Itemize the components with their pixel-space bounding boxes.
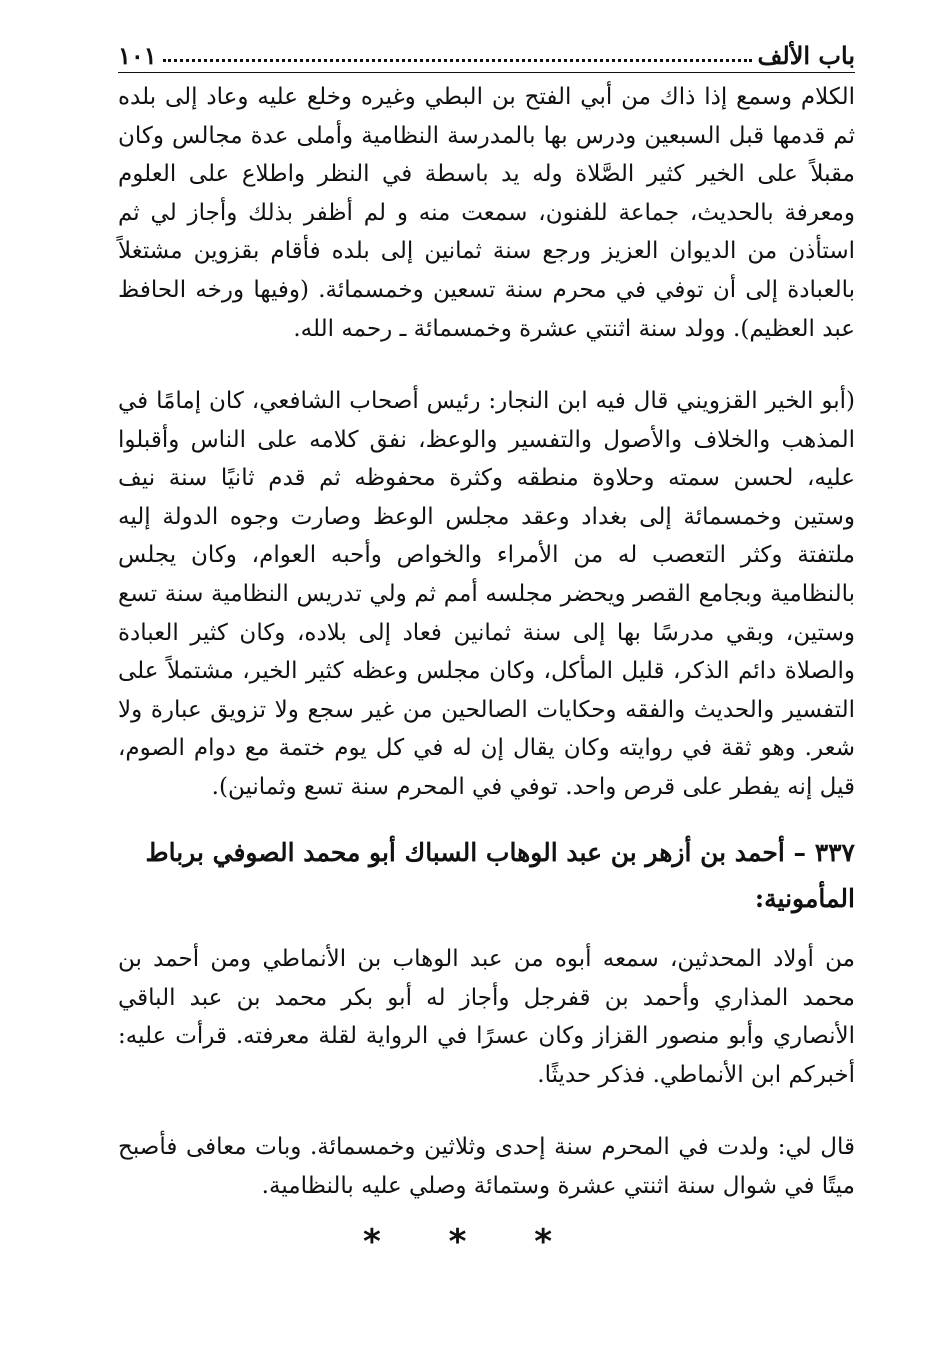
chapter-title: باب الألف	[757, 41, 855, 70]
section-separator: * * *	[362, 1222, 580, 1262]
page-number: ١٠١	[118, 41, 157, 70]
paragraph-entry-bio: من أولاد المحدثين، سمعه أبوه من عبد الوهاب بن الأنماطي ومن أحمد بن محمد المذاري وأحمد بن قفرجل وأجاز له أبو بكر محمد بن عبد الباقي الأنصاري وأبو منصور القزاز وكان عسرًا في الرواية لقلة معرفته. قرأت عليه: أخبركم ابن الأنماطي. فذكر حديثًا.	[118, 946, 855, 1088]
paragraph-abu-al-khayr: (أبو الخير القزويني قال فيه ابن النجار: رئيس أصحاب الشافعي، كان إمامًا في المذهب والخلاف والأصول والتفسير والوعظ، نفق كلامه على الناس وأقبلوا عليه، لحسن سمته وحلاوة منطقه وكثرة محفوظه ثم قدم ثانيًا سنة نيف وستين وخمسمائة إلى بغداد وعقد مجلس الوعظ وصارت وجوه الدولة إليه ملتفتة وكثر التعصب له من الأمراء والخواص وأحبه العوام، وكان يجلس بالنظامية وبجامع القصر ويحضر مجلسه أمم ثم ولي تدريس النظامية سنة تسع وستين، وبقي مدرسًا بها إلى سنة ثمانين فعاد إلى بلاده، وكان كثير العبادة والصلاة دائم الذكر، قليل المأكل، وكان مجلس وعظه كثير الخير، مشتملاً على التفسير والحديث والفقه وحكايات الصالحين من غير سجع ولا تزويق عبارة ولا شعر. وهو ثقة في روايته وكان يقال إن له في كل يوم ختمة مع دوام الصوم، قيل إنه يفطر على قرص واحد. توفي في المحرم سنة تسع وثمانين).	[118, 388, 855, 800]
header-rule	[118, 72, 855, 73]
paragraph-continuation: الكلام وسمع إذا ذاك من أبي الفتح بن البطي وغيره وخلع عليه وعاد إلى بلده ثم قدمها قبل السبعين ودرس بها بالمدرسة النظامية وأملى عدة مجالس وكان مقبلاً على الخير كثير الصَّلاة وله يد باسطة في النظر واطلاع على العلوم ومعرفة بالحديث، جماعة للفنون، سمعت منه و لم أظفر بذلك وأجاز لي ثم استأذن من الديوان العزيز ورجع سنة ثمانين إلى بلده فأقام بقزوين مشتغلاً بالعبادة إلى أن توفي في محرم سنة تسعين وخمسمائة. (وفيها ورخه الحافظ عبد العظيم). وولد سنة اثنتي عشرة وخمسمائة ـ رحمه الله.	[118, 84, 855, 342]
paragraph-entry-death: قال لي: ولدت في المحرم سنة إحدى وثلاثين وخمسمائة. وبات معافى فأصبح ميتًا في شوال سنة اثنتي عشرة وستمائة وصلي عليه بالنظامية.	[118, 1134, 855, 1199]
entry-title: ٣٣٧ – أحمد بن أزهر بن عبد الوهاب السباك أبو محمد الصوفي برباط المأمونية:	[145, 838, 855, 913]
dotted-leader	[163, 59, 752, 62]
page-header	[118, 30, 855, 70]
